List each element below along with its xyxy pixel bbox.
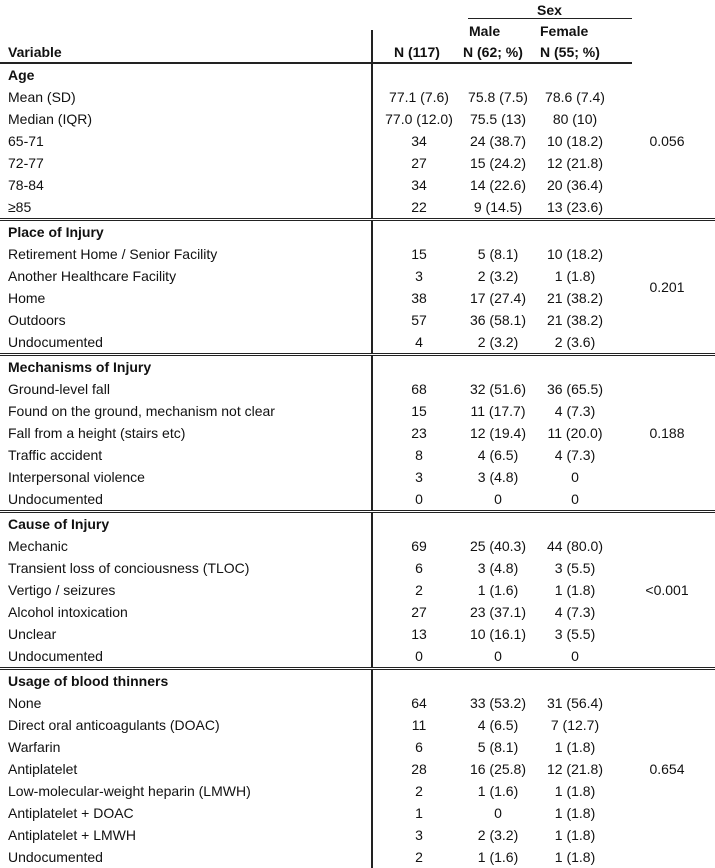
n-total-value: 3 (415, 469, 423, 485)
male-value: 0 (494, 491, 502, 507)
female-value: 1 (1.8) (554, 849, 596, 865)
empty-cell (619, 736, 715, 758)
n-total-value: 28 (411, 761, 427, 777)
female-value: 1 (1.8) (554, 268, 596, 284)
n-total-value: 38 (411, 290, 427, 306)
male-value: 11 (17.7) (470, 403, 526, 419)
female-value: 0 (571, 491, 579, 507)
n-total-value: 4 (415, 334, 423, 350)
female-value: 4 (7.3) (554, 447, 596, 463)
n-total-value: 6 (415, 739, 423, 755)
row-label: 65-71 (0, 130, 373, 152)
n-total-value: 77.0 (12.0) (385, 111, 453, 127)
female-value: 1 (1.8) (554, 827, 596, 843)
female-value: 11 (20.0) (547, 425, 603, 441)
n-total-header: N (117) (394, 44, 440, 60)
female-header: Female (540, 23, 589, 39)
row-label: Undocumented (0, 488, 373, 510)
empty-cell (619, 331, 715, 353)
section-title: Usage of blood thinners (0, 670, 373, 692)
section-title: Age (0, 64, 373, 86)
n-total-value: 34 (411, 177, 427, 193)
female-value: 2 (3.6) (554, 334, 596, 350)
male-value: 4 (6.5) (477, 717, 519, 733)
empty-cell (531, 670, 619, 692)
empty-cell (619, 221, 715, 243)
female-value: 10 (18.2) (546, 133, 604, 149)
row-label: Antiplatelet (0, 758, 373, 780)
female-value: 4 (7.3) (554, 403, 596, 419)
male-value: 32 (51.6) (469, 381, 527, 397)
row-label: 78-84 (0, 174, 373, 196)
male-value: 2 (3.2) (477, 334, 519, 350)
female-value: 1 (1.8) (554, 783, 596, 799)
row-label: Transient loss of conciousness (TLOC) (0, 557, 373, 579)
group-divider (468, 18, 632, 19)
empty-cell (619, 557, 715, 579)
empty-cell (619, 488, 715, 510)
male-value: 2 (3.2) (477, 268, 519, 284)
male-value: 75.8 (7.5) (468, 89, 528, 105)
empty-cell (619, 378, 715, 400)
p-value: 0.201 (649, 279, 685, 295)
male-value: 10 (16.1) (469, 626, 527, 642)
table-section (0, 670, 715, 868)
empty-cell (531, 64, 619, 86)
row-label: Undocumented (0, 846, 373, 868)
row-label: Found on the ground, mechanism not clear (0, 400, 373, 422)
empty-cell (373, 221, 465, 243)
empty-cell (619, 400, 715, 422)
female-value: 12 (21.8) (546, 155, 604, 171)
n-total-value: 15 (411, 246, 427, 262)
male-value: 12 (19.4) (469, 425, 527, 441)
row-label: Mechanic (0, 535, 373, 557)
section-title: Cause of Injury (0, 513, 373, 535)
n-total-value: 27 (411, 155, 427, 171)
female-value: 1 (1.8) (554, 582, 596, 598)
empty-cell (465, 64, 531, 86)
female-value: 0 (571, 648, 579, 664)
female-value: 44 (80.0) (546, 538, 604, 554)
row-label: Unclear (0, 623, 373, 645)
male-value: 1 (1.6) (477, 849, 519, 865)
row-label: Direct oral anticoagulants (DOAC) (0, 714, 373, 736)
female-value: 7 (12.7) (550, 717, 600, 733)
n-total-value: 3 (415, 268, 423, 284)
female-value: 3 (5.5) (554, 626, 596, 642)
empty-cell (619, 444, 715, 466)
female-value: 36 (65.5) (546, 381, 604, 397)
row-label: Median (IQR) (0, 108, 373, 130)
male-value: 14 (22.6) (469, 177, 527, 193)
empty-cell (531, 221, 619, 243)
male-value: 33 (53.2) (469, 695, 527, 711)
empty-cell (619, 802, 715, 824)
n-total-value: 34 (411, 133, 427, 149)
empty-cell (373, 670, 465, 692)
male-header: Male (469, 23, 501, 39)
row-label: Warfarin (0, 736, 373, 758)
table-section (0, 513, 715, 670)
empty-cell (619, 108, 715, 130)
row-label: Vertigo / seizures (0, 579, 373, 601)
n-total-value: 57 (411, 312, 427, 328)
empty-cell (465, 670, 531, 692)
empty-cell (619, 196, 715, 218)
row-label: Interpersonal violence (0, 466, 373, 488)
female-value: 12 (21.8) (546, 761, 604, 777)
male-value: 0 (494, 805, 502, 821)
empty-cell (619, 309, 715, 331)
male-value: 5 (8.1) (477, 739, 519, 755)
empty-cell (531, 356, 619, 378)
n-total-value: 0 (415, 491, 423, 507)
n-female-header: N (55; %) (540, 44, 600, 60)
male-value: 5 (8.1) (477, 246, 519, 262)
male-value: 15 (24.2) (469, 155, 527, 171)
n-total-value: 23 (411, 425, 427, 441)
empty-cell (619, 86, 715, 108)
empty-cell (619, 714, 715, 736)
male-value: 1 (1.6) (477, 783, 519, 799)
empty-cell (619, 356, 715, 378)
section-title: Mechanisms of Injury (0, 356, 373, 378)
n-total-value: 13 (411, 626, 427, 642)
column-divider (371, 30, 373, 62)
n-total-value: 6 (415, 560, 423, 576)
n-total-value: 3 (415, 827, 423, 843)
n-total-value: 69 (411, 538, 427, 554)
row-label: Undocumented (0, 331, 373, 353)
n-total-value: 1 (415, 805, 423, 821)
male-value: 24 (38.7) (469, 133, 527, 149)
female-value: 1 (1.8) (554, 739, 596, 755)
empty-cell (619, 174, 715, 196)
male-value: 4 (6.5) (477, 447, 519, 463)
empty-cell (373, 513, 465, 535)
row-label: Mean (SD) (0, 86, 373, 108)
male-value: 25 (40.3) (469, 538, 527, 554)
row-label: Ground-level fall (0, 378, 373, 400)
empty-cell (619, 535, 715, 557)
table-header (0, 0, 632, 64)
p-value: <0.001 (645, 582, 689, 598)
empty-cell (619, 466, 715, 488)
row-label: Alcohol intoxication (0, 601, 373, 623)
male-value: 16 (25.8) (469, 761, 527, 777)
female-value: 21 (38.2) (546, 312, 604, 328)
empty-cell (465, 356, 531, 378)
n-total-value: 77.1 (7.6) (389, 89, 449, 105)
male-value: 36 (58.1) (469, 312, 527, 328)
row-label: Another Healthcare Facility (0, 265, 373, 287)
n-total-value: 2 (415, 849, 423, 865)
empty-cell (465, 513, 531, 535)
empty-cell (531, 513, 619, 535)
male-value: 0 (494, 648, 502, 664)
empty-cell (619, 243, 715, 265)
row-label: Outdoors (0, 309, 373, 331)
p-value: 0.188 (649, 425, 685, 441)
male-value: 3 (4.8) (477, 560, 519, 576)
empty-cell (619, 645, 715, 667)
table-section (0, 221, 715, 356)
p-value: 0.654 (649, 761, 685, 777)
male-value: 9 (14.5) (473, 199, 523, 215)
table-body (0, 64, 715, 868)
male-value: 17 (27.4) (469, 290, 527, 306)
n-male-header: N (62; %) (463, 44, 523, 60)
row-label: Retirement Home / Senior Facility (0, 243, 373, 265)
empty-cell (619, 824, 715, 846)
empty-cell (373, 64, 465, 86)
n-total-value: 68 (411, 381, 427, 397)
male-value: 2 (3.2) (477, 827, 519, 843)
row-label: Antiplatelet + LMWH (0, 824, 373, 846)
row-label: None (0, 692, 373, 714)
female-value: 13 (23.6) (546, 199, 604, 215)
female-value: 80 (10) (552, 111, 598, 127)
male-value: 3 (4.8) (477, 469, 519, 485)
empty-cell (619, 670, 715, 692)
row-label: 72-77 (0, 152, 373, 174)
table-section (0, 356, 715, 513)
n-total-value: 8 (415, 447, 423, 463)
male-value: 23 (37.1) (469, 604, 527, 620)
female-value: 4 (7.3) (554, 604, 596, 620)
n-total-value: 22 (411, 199, 427, 215)
section-title: Place of Injury (0, 221, 373, 243)
table-section (0, 64, 715, 221)
row-label: Antiplatelet + DOAC (0, 802, 373, 824)
male-value: 75.5 (13) (469, 111, 527, 127)
empty-cell (619, 780, 715, 802)
empty-cell (619, 64, 715, 86)
female-value: 0 (571, 469, 579, 485)
n-total-value: 11 (411, 717, 427, 733)
female-value: 21 (38.2) (546, 290, 604, 306)
empty-cell (619, 692, 715, 714)
row-label: Low-molecular-weight heparin (LMWH) (0, 780, 373, 802)
row-label: Home (0, 287, 373, 309)
n-total-value: 2 (415, 582, 423, 598)
empty-cell (619, 513, 715, 535)
empty-cell (373, 356, 465, 378)
female-value: 20 (36.4) (546, 177, 604, 193)
empty-cell (619, 601, 715, 623)
n-total-value: 15 (411, 403, 427, 419)
variable-header: Variable (8, 44, 62, 60)
row-label: ≥85 (0, 196, 373, 218)
sex-group-header: Sex (537, 2, 562, 18)
empty-cell (619, 152, 715, 174)
empty-cell (465, 221, 531, 243)
p-value: 0.056 (649, 133, 685, 149)
empty-cell (619, 623, 715, 645)
female-value: 78.6 (7.4) (545, 89, 605, 105)
female-value: 1 (1.8) (554, 805, 596, 821)
n-total-value: 64 (411, 695, 427, 711)
row-label: Traffic accident (0, 444, 373, 466)
n-total-value: 2 (415, 783, 423, 799)
male-value: 1 (1.6) (477, 582, 519, 598)
n-total-value: 27 (411, 604, 427, 620)
female-value: 3 (5.5) (554, 560, 596, 576)
row-label: Undocumented (0, 645, 373, 667)
n-total-value: 0 (415, 648, 423, 664)
female-value: 31 (56.4) (546, 695, 604, 711)
row-label: Fall from a height (stairs etc) (0, 422, 373, 444)
female-value: 10 (18.2) (546, 246, 604, 262)
